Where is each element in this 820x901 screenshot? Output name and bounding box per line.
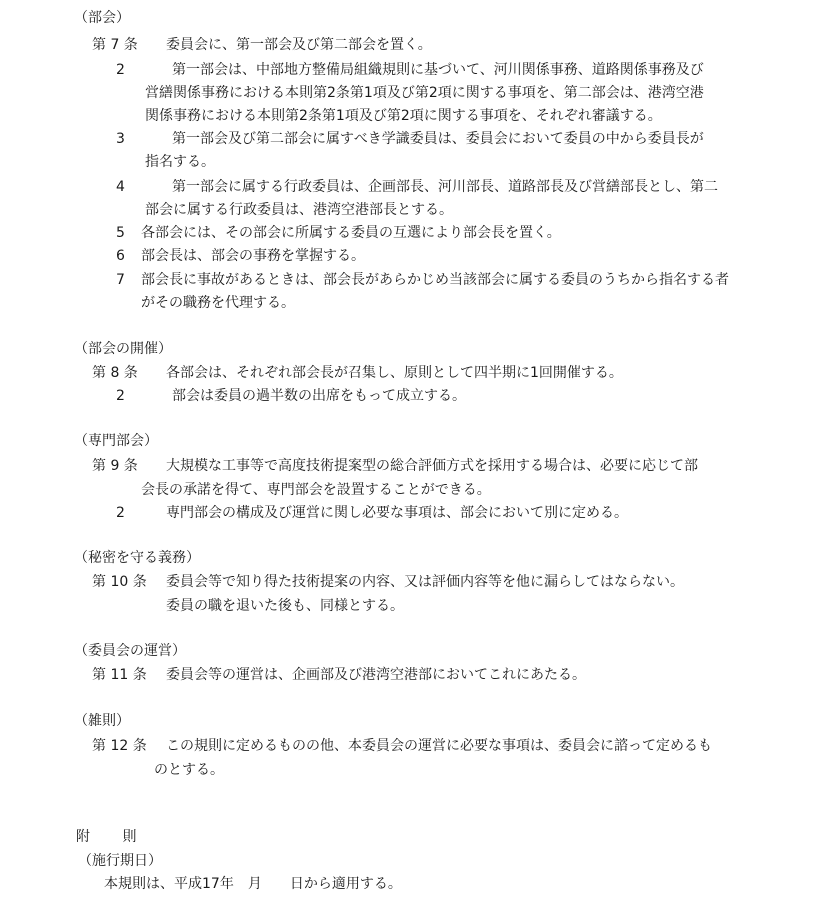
article-text: 大規模な工事等で高度技術提案型の総合評価方式を採用する場合は、必要に応じて部 [166, 458, 698, 474]
section-heading-misc: （雑則） [74, 713, 130, 729]
article-number: 第 12 条 [92, 738, 147, 754]
paragraph-number: 6 [116, 248, 125, 264]
paragraph-number: 3 [116, 131, 125, 147]
section-heading-bukai: （部会） [74, 10, 130, 26]
paragraph-number: 2 [116, 388, 125, 404]
paragraph-text-cont: 部会に属する行政委員は、港湾空港部長とする。 [145, 202, 453, 218]
article-text-cont: 委員の職を退いた後も、同様とする。 [166, 598, 404, 614]
supplementary-text: 本規則は、平成17年 月 日から適用する。 [104, 876, 402, 892]
paragraph-text: 部会は委員の過半数の出席をもって成立する。 [172, 388, 466, 404]
supplementary-title: 附 則 [76, 829, 151, 845]
paragraph-text: 部会長に事故があるときは、部会長があらかじめ当該部会に属する委員のうちから指名する者 [141, 272, 729, 288]
article-number: 第 11 条 [92, 667, 147, 683]
paragraph-text: 専門部会の構成及び運営に関し必要な事項は、部会において別に定める。 [166, 505, 628, 521]
paragraph-text: 部会長は、部会の事務を掌握する。 [141, 248, 365, 264]
section-heading-expert: （専門部会） [74, 433, 158, 449]
article-text: 各部会は、それぞれ部会長が召集し、原則として四半期に1回開催する。 [166, 365, 623, 381]
paragraph-number: 7 [116, 272, 125, 288]
supplementary-heading: （施行期日） [78, 853, 162, 869]
article-number: 第 7 条 [92, 37, 138, 53]
paragraph-text-cont: がその職務を代理する。 [141, 295, 295, 311]
paragraph-number: 2 [116, 62, 125, 78]
article-number: 第 9 条 [92, 458, 138, 474]
section-heading-confidentiality: （秘密を守る義務） [74, 550, 200, 566]
paragraph-text-cont: 指名する。 [145, 154, 215, 170]
paragraph-text: 第一部会に属する行政委員は、企画部長、河川部長、道路部長及び営繕部長とし、第二 [172, 179, 718, 195]
section-heading-meeting: （部会の開催） [74, 341, 172, 357]
article-text: 委員会等で知り得た技術提案の内容、又は評価内容等を他に漏らしてはならない。 [166, 574, 684, 590]
article-text: この規則に定めるものの他、本委員会の運営に必要な事項は、委員会に諮って定めるも [166, 738, 712, 754]
paragraph-number: 4 [116, 179, 125, 195]
paragraph-number: 2 [116, 505, 125, 521]
paragraph-text: 第一部会は、中部地方整備局組織規則に基づいて、河川関係事務、道路関係事務及び [172, 62, 704, 78]
paragraph-text: 第一部会及び第二部会に属すべき学識委員は、委員会において委員の中から委員長が [172, 131, 704, 147]
article-number: 第 10 条 [92, 574, 147, 590]
paragraph-text-cont: 関係事務における本則第2条第1項及び第2項に関する事項を、それぞれ審議する。 [145, 108, 662, 124]
paragraph-text: 各部会には、その部会に所属する委員の互選により部会長を置く。 [141, 225, 561, 241]
article-number: 第 8 条 [92, 365, 138, 381]
article-text: 委員会等の運営は、企画部及び港湾空港部においてこれにあたる。 [166, 667, 586, 683]
article-text: 委員会に、第一部会及び第二部会を置く。 [166, 37, 432, 53]
article-text-cont: 会長の承諾を得て、専門部会を設置することができる。 [141, 482, 491, 498]
article-text-cont: のとする。 [154, 762, 224, 778]
paragraph-text-cont: 営繕関係事務における本則第2条第1項及び第2項に関する事項を、第二部会は、港湾空港 [145, 85, 704, 101]
paragraph-number: 5 [116, 225, 125, 241]
section-heading-operation: （委員会の運営） [74, 643, 186, 659]
